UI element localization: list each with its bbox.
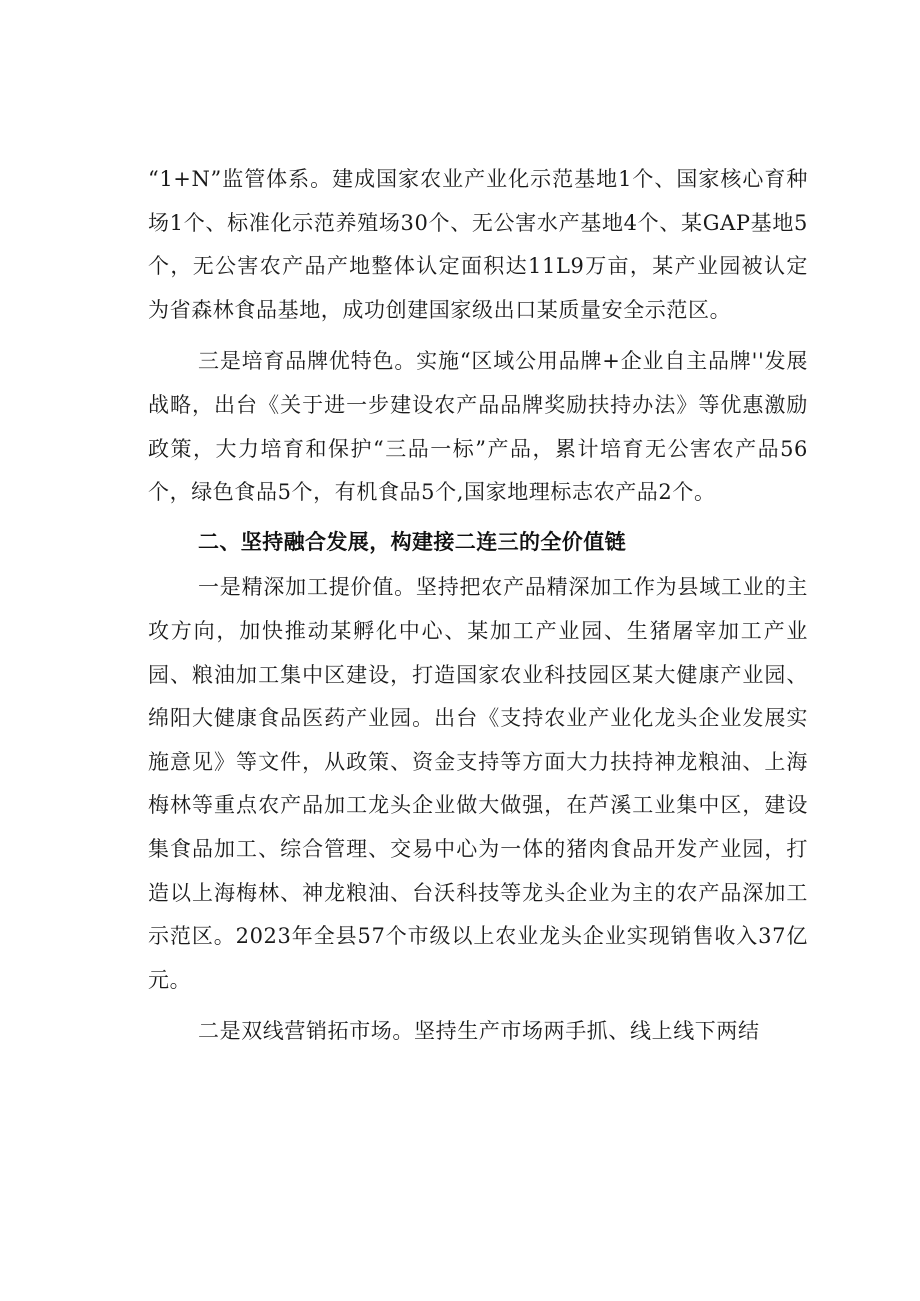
paragraph-deep-processing: 一是精深加工提价值。坚持把农产品精深加工作为县域工业的主攻方向，加快推动某孵化中心、某加工产业园、生猪屠宰加工产业园、粮油加工集中区建设，打造国家农业科技园区某大健康产业园、绵阳大健康食品医药产业园。出台《支持农业产业化龙头企业发展实施意见》等文件，从政策、资金支持等方面大力扶持神龙粮油、上海梅林等重点农产品加工龙头企业做大做强，在芦溪工业集中区，建设集食品加工、综合管理、交易中心为一体的猪肉食品开发产业园，打造以上海梅林、神龙粮油、台沃科技等龙头企业为主的农产品深加工示范区。2023年全县57个市级以上农业龙头企业实现销售收入37亿元。 — [148, 575, 808, 992]
paragraph-dual-marketing: 二是双线营销拓市场。坚持生产市场两手抓、线上线下两结 — [198, 1019, 760, 1044]
paragraph-supervision-system: “1+N”监管体系。建成国家农业产业化示范基地1个、国家核心育种场1个、标准化示范养殖场30个、无公害水产基地4个、某GAP基地5个，无公害农产品产地整体认定面积达11L9万亩，某产业园被认定为省森林食品基地，成功创建国家级出口某质量安全示范区。 — [148, 167, 808, 322]
section-heading: 二、坚持融合发展，构建接二连三的全价值链 — [198, 529, 626, 554]
document-page — [148, 158, 808, 1054]
paragraph-brand-building: 三是培育品牌优特色。实施“区域公用品牌+企业自主品牌''发展战略，出台《关于进一步建设农产品品牌奖励扶持办法》等优惠激励政策，大力培育和保护“三品一标”产品，累计培育无公害农产品56个，绿色食品5个，有机食品5个,国家地理标志农产品2个。 — [148, 349, 808, 505]
